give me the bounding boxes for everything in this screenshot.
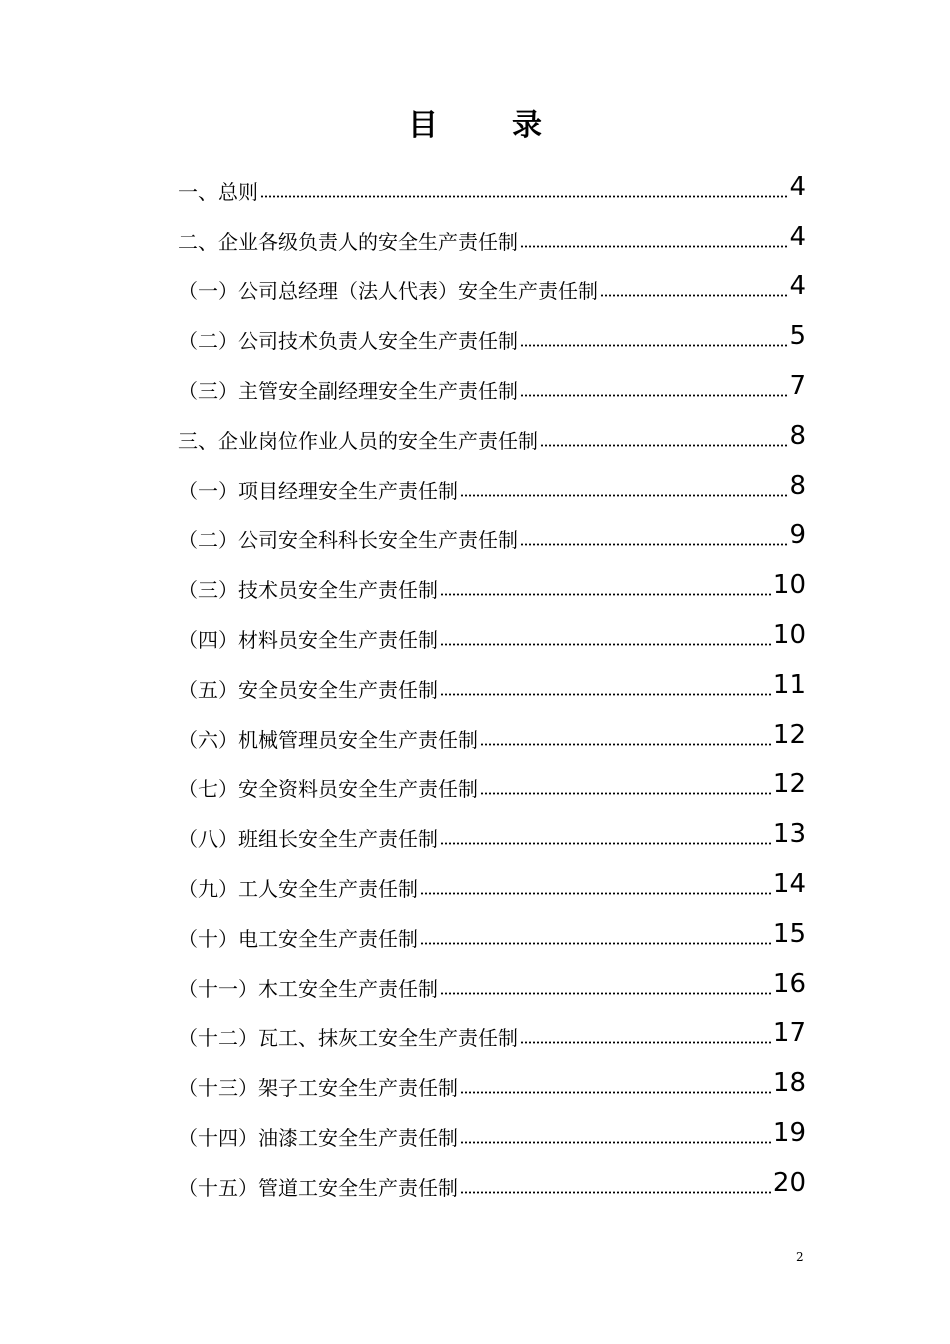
toc-entry-page-number: 5 bbox=[789, 321, 806, 352]
toc-dot-leader bbox=[520, 245, 787, 248]
toc-entry-page-number: 4 bbox=[789, 221, 806, 252]
toc-entry-page-number: 20 bbox=[772, 1167, 806, 1198]
toc-entry-page-number: 13 bbox=[772, 819, 806, 850]
toc-entry[interactable] bbox=[178, 556, 806, 606]
toc-entry[interactable] bbox=[178, 407, 806, 457]
toc-entry[interactable] bbox=[178, 208, 806, 258]
page-number: 2 bbox=[796, 1250, 804, 1264]
toc-entry[interactable] bbox=[178, 1005, 806, 1055]
toc-dot-leader bbox=[540, 444, 787, 447]
toc-entry-page-number: 17 bbox=[772, 1018, 806, 1049]
toc-dot-leader bbox=[260, 195, 787, 198]
toc-entry-text: （八）班组长安全生产责任制 bbox=[178, 827, 438, 852]
toc-entry[interactable] bbox=[178, 1154, 806, 1204]
toc-entry-page-number: 19 bbox=[772, 1117, 806, 1148]
toc-entry-text: （一）公司总经理（法人代表）安全生产责任制 bbox=[178, 279, 598, 304]
toc-entry-text: （一）项目经理安全生产责任制 bbox=[178, 478, 458, 503]
toc-entry[interactable] bbox=[178, 955, 806, 1005]
toc-entry[interactable] bbox=[178, 905, 806, 955]
toc-entry-text: （六）机械管理员安全生产责任制 bbox=[178, 727, 478, 752]
toc-entry-page-number: 10 bbox=[772, 619, 806, 650]
toc-entry[interactable] bbox=[178, 457, 806, 507]
toc-dot-leader bbox=[480, 743, 771, 746]
toc-dot-leader bbox=[440, 992, 771, 995]
toc-entry-page-number: 14 bbox=[772, 868, 806, 899]
toc-entry[interactable] bbox=[178, 606, 806, 656]
toc-entry-page-number: 12 bbox=[772, 719, 806, 750]
toc-entry-page-number: 10 bbox=[772, 570, 806, 601]
toc-dot-leader bbox=[440, 693, 771, 696]
toc-entry-text: （七）安全资料员安全生产责任制 bbox=[178, 777, 478, 802]
toc-entry[interactable] bbox=[178, 158, 806, 208]
toc-entry-page-number: 16 bbox=[772, 968, 806, 999]
toc-entry-page-number: 9 bbox=[789, 520, 806, 551]
toc-dot-leader bbox=[600, 294, 787, 297]
toc-dot-leader bbox=[460, 1091, 771, 1094]
toc-entry-text: （十五）管道工安全生产责任制 bbox=[178, 1175, 458, 1200]
toc-entry[interactable] bbox=[178, 805, 806, 855]
toc-entry[interactable] bbox=[178, 357, 806, 407]
toc-dot-leader bbox=[460, 1141, 771, 1144]
toc-entry-text: （十）电工安全生产责任制 bbox=[178, 926, 418, 951]
toc-entry-text: 三、企业岗位作业人员的安全生产责任制 bbox=[178, 428, 538, 453]
toc-entry[interactable] bbox=[178, 258, 806, 308]
toc-entry-page-number: 4 bbox=[789, 271, 806, 302]
toc-dot-leader bbox=[460, 494, 787, 497]
toc-entry-page-number: 8 bbox=[789, 470, 806, 501]
toc-entry-text: （五）安全员安全生产责任制 bbox=[178, 677, 438, 702]
toc-entry-page-number: 18 bbox=[772, 1068, 806, 1099]
toc-dot-leader bbox=[440, 643, 771, 646]
toc-entry[interactable] bbox=[178, 706, 806, 756]
toc-entry-page-number: 4 bbox=[789, 171, 806, 202]
toc-entry-text: （十四）油漆工安全生产责任制 bbox=[178, 1125, 458, 1150]
toc-title: 目 录 bbox=[408, 108, 564, 143]
toc-dot-leader bbox=[520, 1041, 771, 1044]
toc-list bbox=[178, 158, 806, 1204]
toc-dot-leader bbox=[460, 1191, 771, 1194]
toc-dot-leader bbox=[520, 543, 787, 546]
toc-dot-leader bbox=[520, 344, 787, 347]
toc-entry[interactable] bbox=[178, 1054, 806, 1104]
toc-entry-text: （十一）木工安全生产责任制 bbox=[178, 976, 438, 1001]
toc-entry[interactable] bbox=[178, 307, 806, 357]
toc-entry[interactable] bbox=[178, 507, 806, 557]
toc-entry-page-number: 12 bbox=[772, 769, 806, 800]
toc-entry[interactable] bbox=[178, 855, 806, 905]
toc-dot-leader bbox=[480, 792, 771, 795]
toc-entry-text: （十三）架子工安全生产责任制 bbox=[178, 1076, 458, 1101]
toc-entry-text: （九）工人安全生产责任制 bbox=[178, 876, 418, 901]
toc-dot-leader bbox=[440, 842, 771, 845]
toc-entry-page-number: 7 bbox=[789, 370, 806, 401]
toc-entry-page-number: 8 bbox=[789, 420, 806, 451]
toc-entry-text: （十二）瓦工、抹灰工安全生产责任制 bbox=[178, 1026, 518, 1051]
toc-entry[interactable] bbox=[178, 756, 806, 806]
toc-entry-page-number: 15 bbox=[772, 918, 806, 949]
toc-dot-leader bbox=[520, 394, 787, 397]
toc-entry-text: （四）材料员安全生产责任制 bbox=[178, 627, 438, 652]
toc-dot-leader bbox=[420, 892, 771, 895]
toc-entry[interactable] bbox=[178, 656, 806, 706]
toc-entry-text: （二）公司技术负责人安全生产责任制 bbox=[178, 329, 518, 354]
toc-entry-text: 二、企业各级负责人的安全生产责任制 bbox=[178, 229, 518, 254]
toc-entry[interactable] bbox=[178, 1104, 806, 1154]
toc-entry-page-number: 11 bbox=[772, 669, 806, 700]
toc-dot-leader bbox=[420, 942, 771, 945]
toc-entry-text: （三）主管安全副经理安全生产责任制 bbox=[178, 378, 518, 403]
toc-entry-text: （三）技术员安全生产责任制 bbox=[178, 578, 438, 603]
toc-entry-text: （二）公司安全科科长安全生产责任制 bbox=[178, 528, 518, 553]
toc-dot-leader bbox=[440, 593, 771, 596]
toc-entry-text: 一、总则 bbox=[178, 179, 258, 204]
